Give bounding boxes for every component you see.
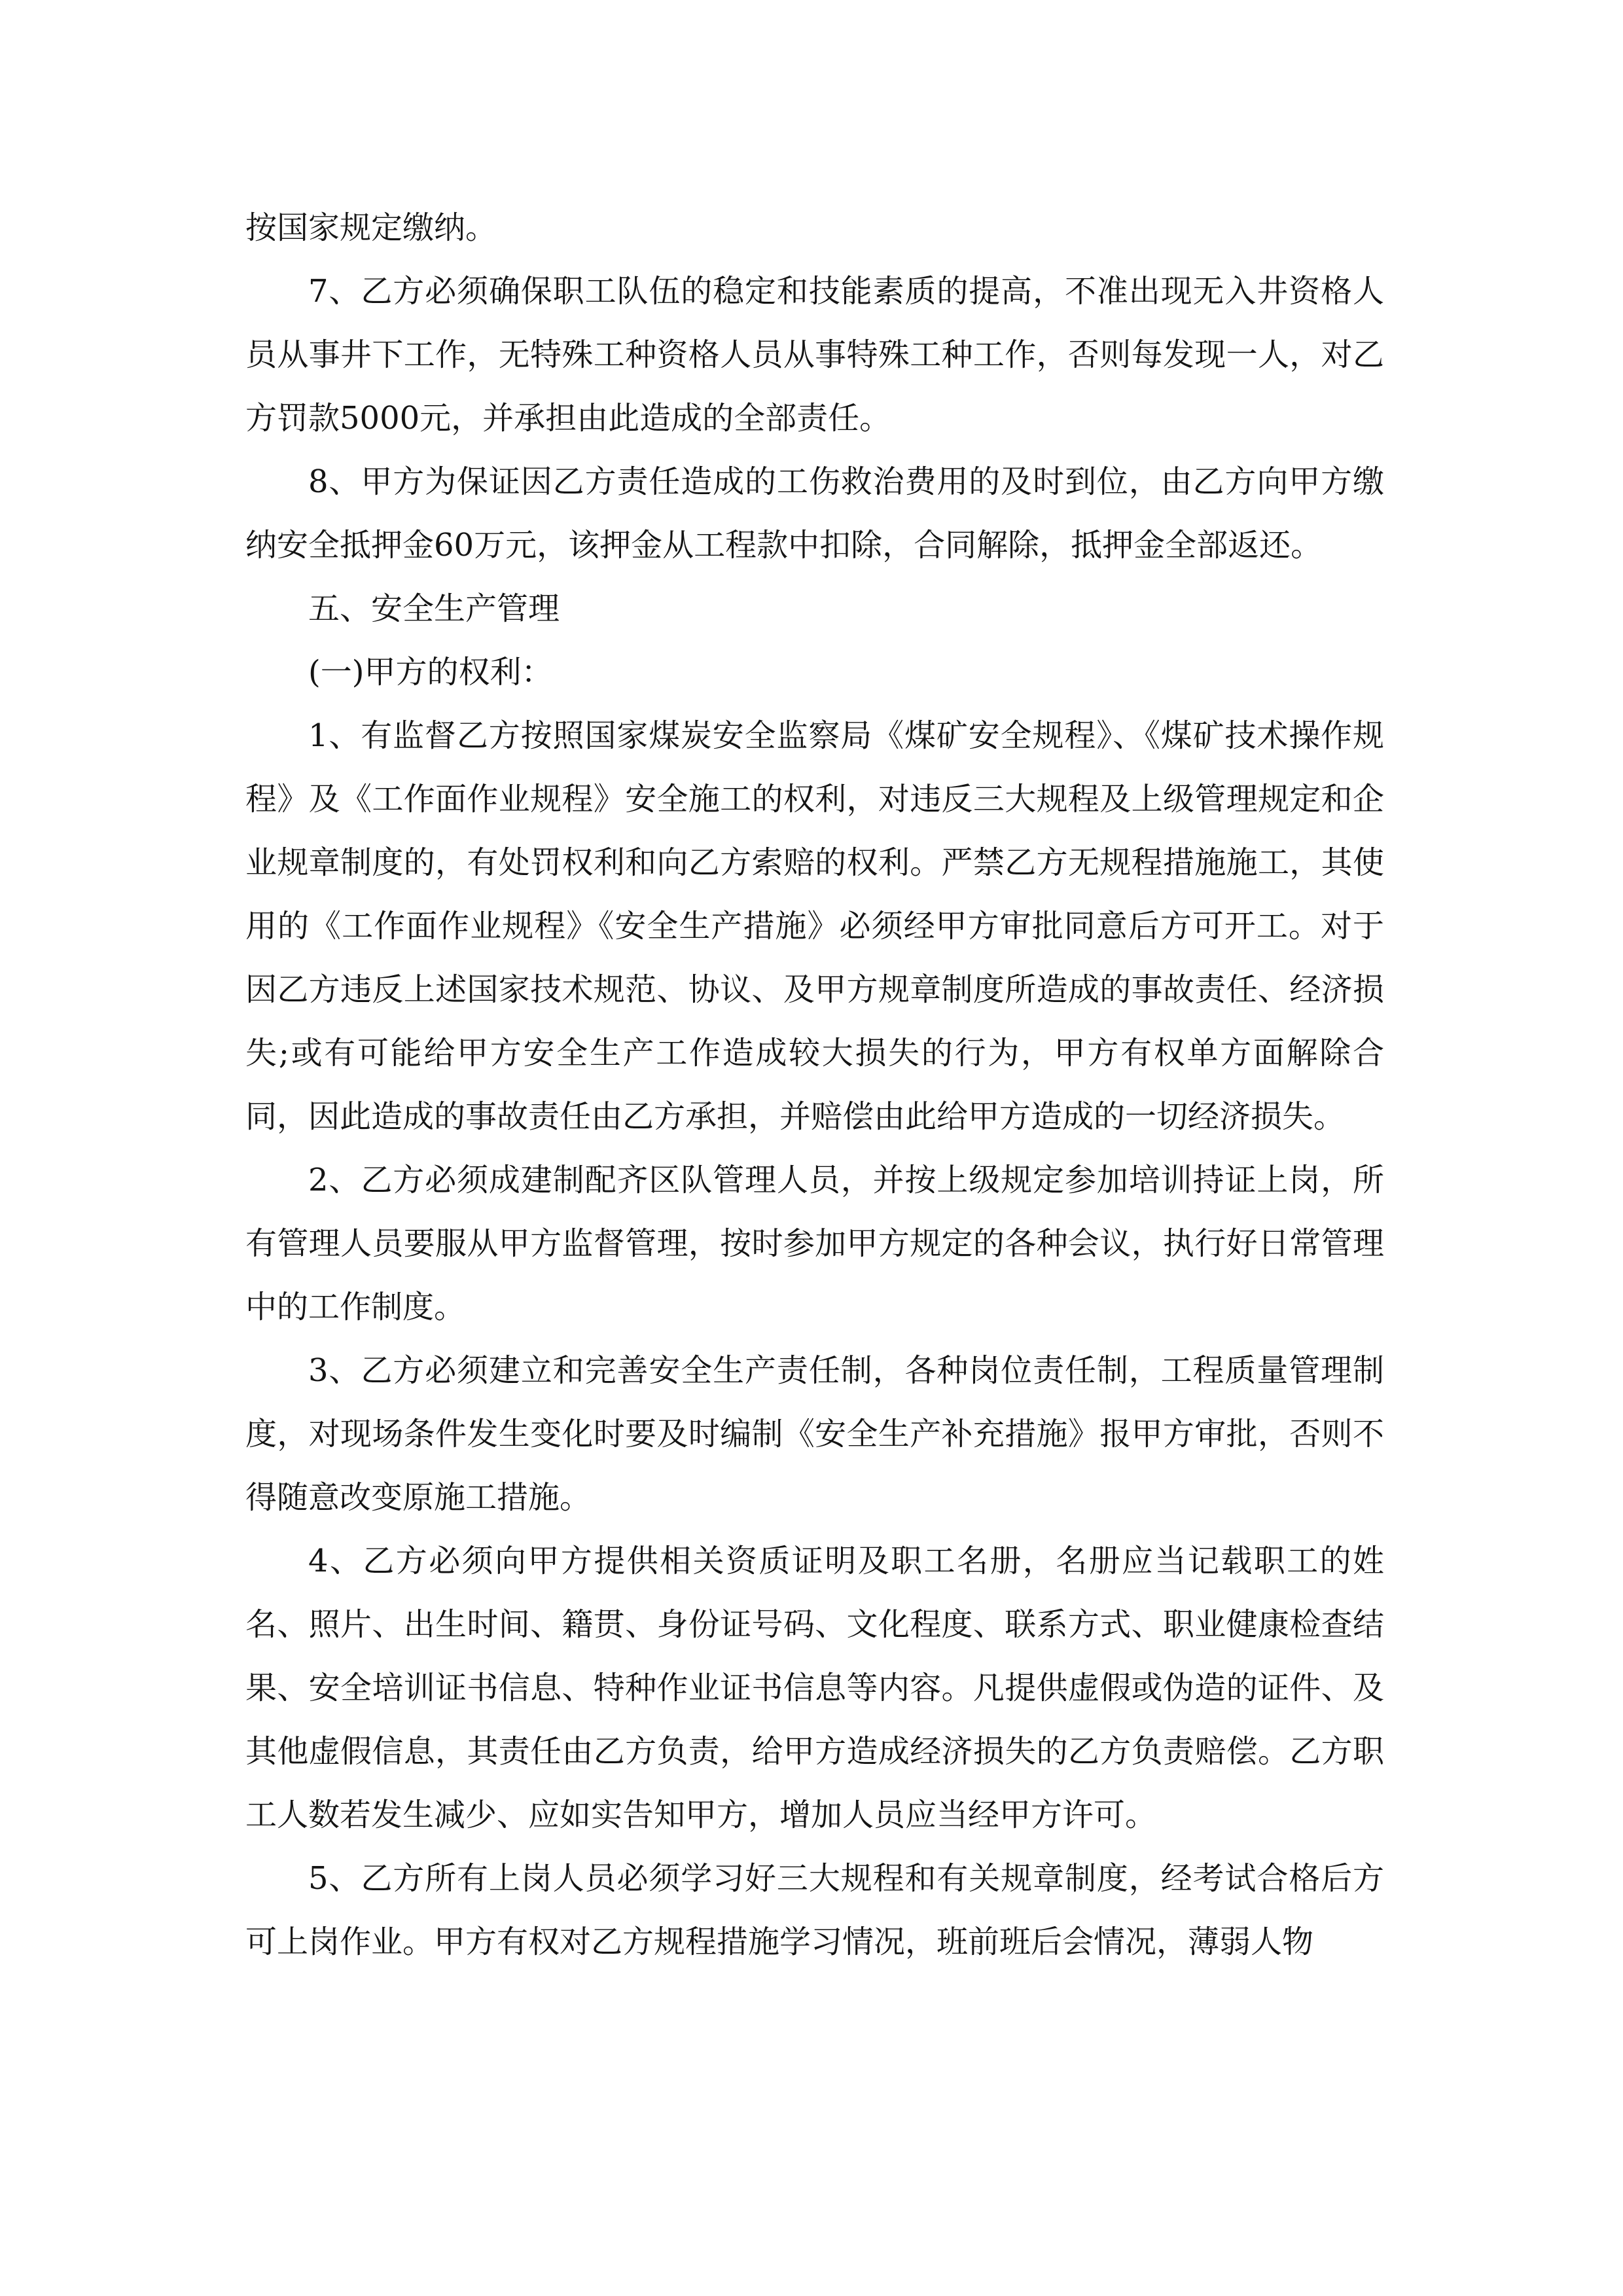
paragraph-right-2: 2、乙方必须成建制配齐区队管理人员，并按上级规定参加培训持证上岗，所有管理人员要服从甲方监督管理，按时参加甲方规定的各种会议，执行好日常管理中的工作制度。: [245, 1162, 1384, 1325]
document-body: [245, 196, 1384, 1974]
paragraph-clause-8: 8、甲方为保证因乙方责任造成的工伤救治费用的及时到位，由乙方向甲方缴纳安全抵押金60万元，该押金从工程款中扣除，合同解除，抵押金全部返还。: [245, 463, 1384, 564]
paragraph-right-3: 3、乙方必须建立和完善安全生产责任制，各种岗位责任制，工程质量管理制度，对现场条件发生变化时要及时编制《安全生产补充措施》报甲方审批，否则不得随意改变原施工措施。: [245, 1352, 1384, 1516]
paragraph-clause-7: 7、乙方必须确保职工队伍的稳定和技能素质的提高，不准出现无入井资格人员从事井下工作，无特殊工种资格人员从事特殊工种工作，否则每发现一人，对乙方罚款5000元，并承担由此造成的全部责任。: [245, 273, 1384, 437]
paragraph-right-4: 4、乙方必须向甲方提供相关资质证明及职工名册，名册应当记载职工的姓名、照片、出生时间、籍贯、身份证号码、文化程度、联系方式、职业健康检查结果、安全培训证书信息、特种作业证书信息等内容。凡提供虚假或伪造的证件、及其他虚假信息，其责任由乙方负责，给甲方造成经济损失的乙方负责赔偿。乙方职工人数若发生减少、应如实告知甲方，增加人员应当经甲方许可。: [245, 1543, 1384, 1833]
paragraph-payment-continuation: 按国家规定缴纳。: [245, 209, 497, 246]
paragraph-right-5: 5、乙方所有上岗人员必须学习好三大规程和有关规章制度，经考试合格后方可上岗作业。甲方有权对乙方规程措施学习情况，班前班后会情况，薄弱人物: [245, 1860, 1384, 1960]
paragraph-right-1: 1、有监督乙方按照国家煤炭安全监察局《煤矿安全规程》、《煤矿技术操作规程》及《工作面作业规程》安全施工的权利，对违反三大规程及上级管理规定和企业规章制度的，有处罚权利和向乙方索赔的权利。严禁乙方无规程措施施工，其使用的《工作面作业规程》《安全生产措施》必须经甲方审批同意后方可开工。对于因乙方违反上述国家技术规范、协议、及甲方规章制度所造成的事故责任、经济损失;或有可能给甲方安全生产工作造成较大损失的行为，甲方有权单方面解除合同，因此造成的事故责任由乙方承担，并赔偿由此给甲方造成的一切经济损失。: [245, 717, 1384, 1135]
section-heading-safety-management: 五、安全生产管理: [308, 590, 560, 627]
subsection-heading-party-a-rights: (一)甲方的权利：: [308, 654, 553, 691]
